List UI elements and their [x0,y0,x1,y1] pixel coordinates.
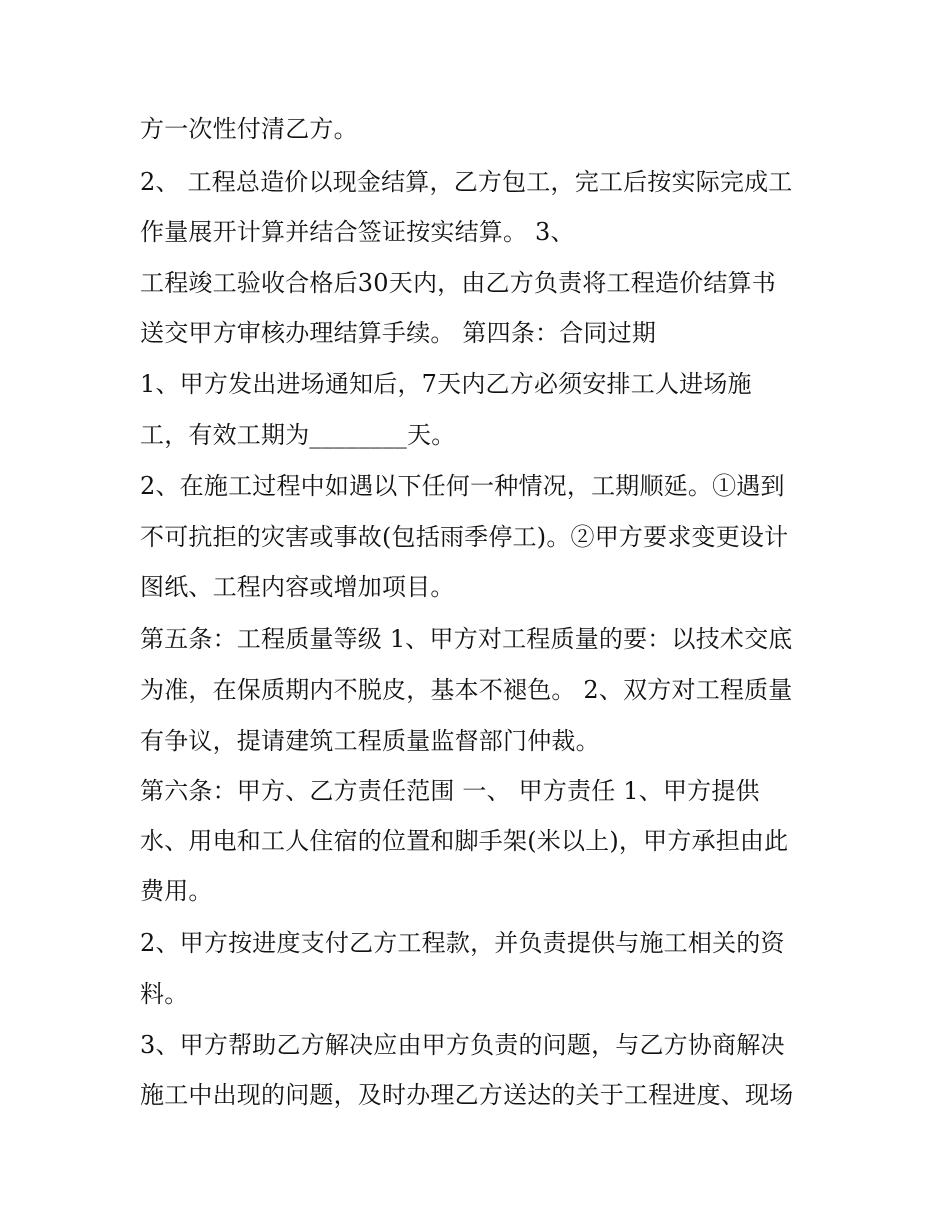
text-line: 有争议，提请建筑工程质量监督部门仲裁。 [140,727,600,755]
text-line: 作量展开计算并结合签证按实结算。 3、 [140,218,575,246]
text-line: 工，有效工期为________天。 [140,421,456,449]
text-line: 图纸、工程内容或增加项目。 [140,573,455,601]
text-line: 水、用电和工人住宿的位置和脚手架(米以上)，甲方承担由此 [140,827,789,855]
text-line: 2、在施工过程中如遇以下任何一种情况，工期顺延。①遇到 [140,472,785,500]
text-line: 1、甲方发出进场通知后，7天内乙方必须安排工人进场施 [140,370,752,398]
text-line: 工程竣工验收合格后30天内，由乙方负责将工程造价结算书 [140,269,776,297]
text-line: 第五条：工程质量等级 1、甲方对工程质量的要：以技术交底 [140,625,793,653]
text-line: 不可抗拒的灾害或事故(包括雨季停工)。②甲方要求变更设计 [140,523,789,551]
text-line: 3、甲方帮助乙方解决应由甲方负责的问题，与乙方协商解决 [140,1031,785,1059]
text-line: 2、甲方按进度支付乙方工程款，并负责提供与施工相关的资 [140,929,785,957]
text-line: 送交甲方审核办理结算手续。 第四条：合同过期 [140,319,657,347]
text-line: 料。 [140,980,189,1008]
text-line: 费用。 [140,877,213,905]
text-line: 第六条：甲方、乙方责任范围 一、 甲方责任 1、甲方提供 [140,777,760,805]
text-line: 方一次性付清乙方。 [140,115,358,143]
text-line: 为准，在保质期内不脱皮，基本不褪色。 2、双方对工程质量 [140,676,793,704]
text-line: 2、 工程总造价以现金结算，乙方包工，完工后按实际完成工 [140,168,793,196]
text-line: 施工中出现的问题，及时办理乙方送达的关于工程进度、现场 [140,1081,794,1109]
